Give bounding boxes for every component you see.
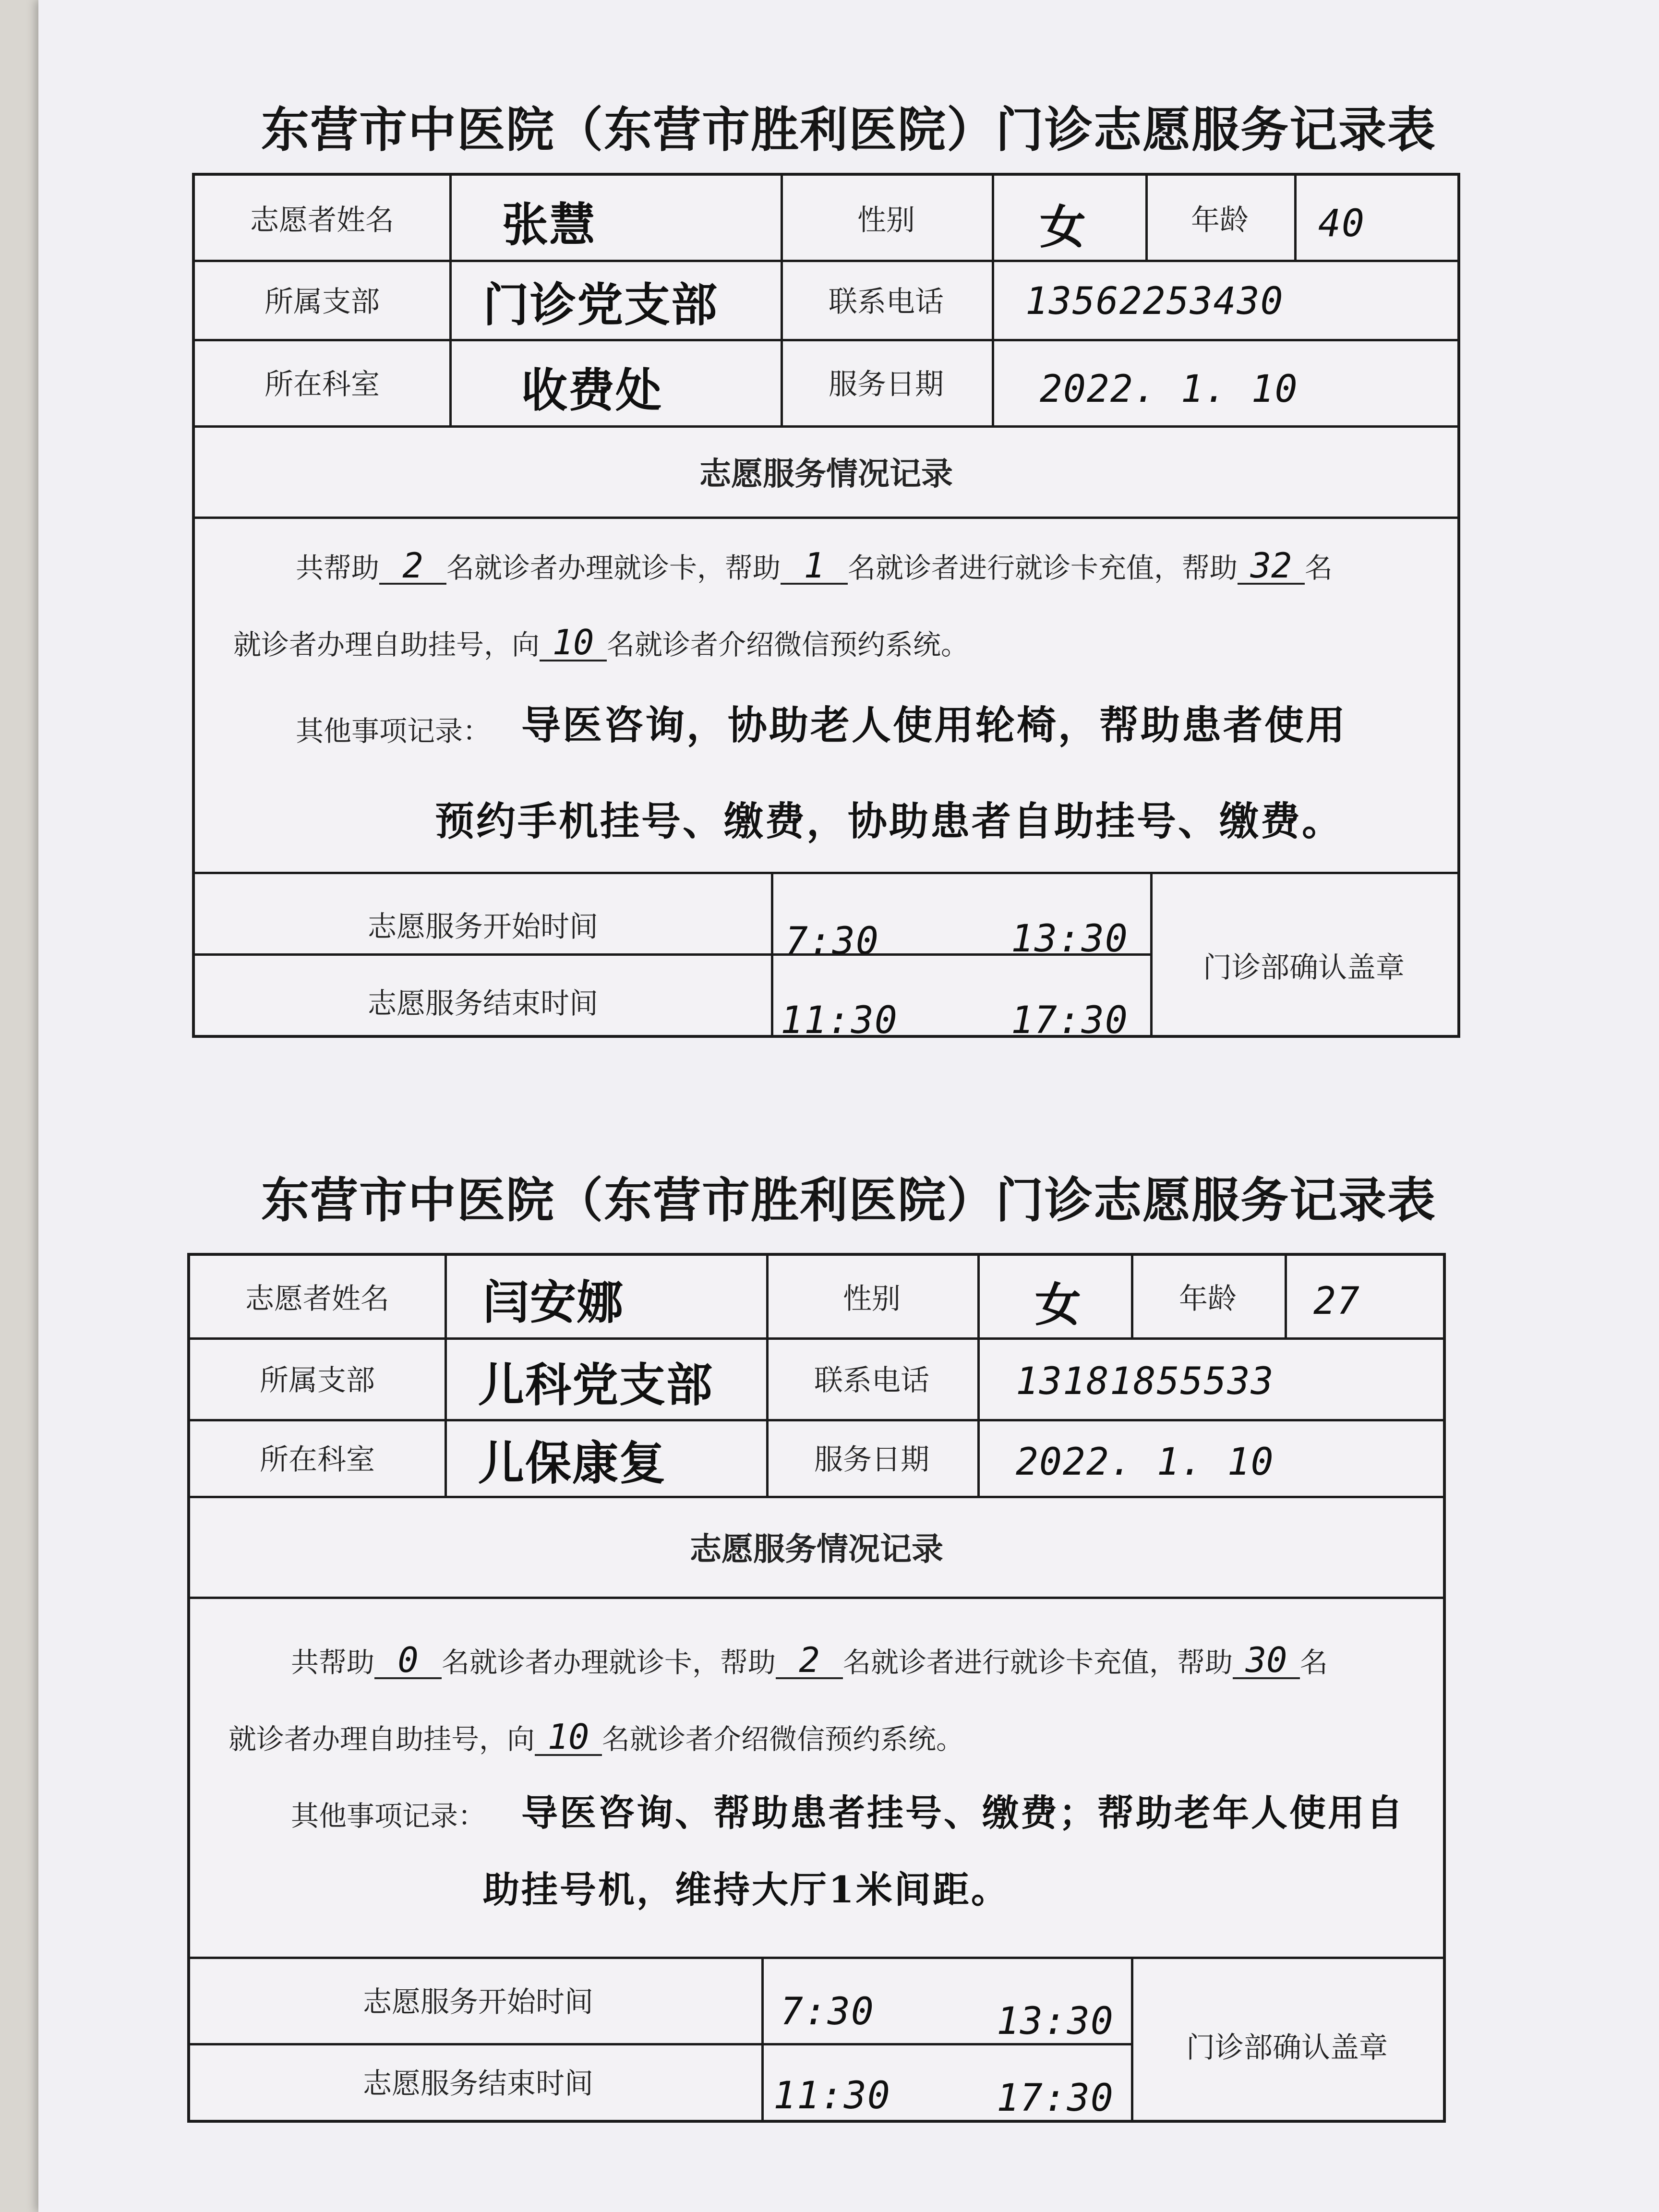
other-note-2: 预约手机挂号、缴费，协助患者自助挂号、缴费。 bbox=[435, 798, 1344, 844]
section-heading: 志愿服务情况记录 bbox=[699, 455, 953, 493]
seal-label: 门诊部确认盖章 bbox=[1203, 951, 1405, 985]
gender-value: 女 bbox=[1040, 200, 1087, 254]
name-value: 闫安娜 bbox=[483, 1275, 624, 1330]
date-value: 2022. 1. 10 bbox=[1016, 1441, 1274, 1484]
start-pm: 13:30 bbox=[1011, 917, 1129, 961]
age-label: 年龄 bbox=[1179, 1282, 1237, 1316]
phone-label: 联系电话 bbox=[829, 285, 944, 319]
branch-label: 所属支部 bbox=[264, 285, 380, 319]
end-label: 志愿服务结束时间 bbox=[368, 987, 598, 1021]
other-label: 其他事项记录： bbox=[296, 715, 491, 747]
service-line-1: 共帮助 0 名就诊者办理就诊卡，帮助 2 名就诊者进行就诊卡充值，帮助 30 名 bbox=[291, 1640, 1328, 1680]
start-label: 志愿服务开始时间 bbox=[363, 1985, 593, 2019]
section-heading: 志愿服务情况记录 bbox=[690, 1530, 943, 1568]
dept-label: 所在科室 bbox=[260, 1443, 375, 1477]
dept-value: 儿保康复 bbox=[478, 1436, 666, 1491]
gender-label: 性别 bbox=[857, 204, 915, 237]
other-note-2: 助挂号机，维持大厅1米间距。 bbox=[483, 1868, 1010, 1911]
branch-value: 门诊党支部 bbox=[483, 277, 718, 332]
form-title: 东营市中医院（东营市胜利医院）门诊志愿服务记录表 bbox=[261, 1172, 1436, 1228]
start-am: 7:30 bbox=[781, 1990, 875, 2033]
name-label: 志愿者姓名 bbox=[250, 204, 394, 237]
name-value: 张慧 bbox=[502, 197, 596, 252]
end-pm: 17:30 bbox=[1011, 999, 1129, 1042]
end-am: 11:30 bbox=[773, 2074, 891, 2117]
start-label: 志愿服务开始时间 bbox=[368, 910, 598, 944]
service-line-2: 就诊者办理自助挂号，向 10 名就诊者介绍微信预约系统。 bbox=[233, 622, 969, 662]
dept-label: 所在科室 bbox=[264, 368, 380, 401]
seal-label: 门诊部确认盖章 bbox=[1186, 2031, 1388, 2065]
dept-value: 收费处 bbox=[521, 363, 662, 418]
date-label: 服务日期 bbox=[829, 368, 944, 401]
service-line-1: 共帮助 2 名就诊者办理就诊卡，帮助 1 名就诊者进行就诊卡充值，帮助 32 名 bbox=[296, 545, 1333, 586]
record-form bbox=[187, 1253, 1446, 2123]
branch-label: 所属支部 bbox=[260, 1364, 375, 1397]
service-line-2: 就诊者办理自助挂号，向 10 名就诊者介绍微信预约系统。 bbox=[228, 1717, 964, 1757]
phone-value: 13562253430 bbox=[1025, 280, 1284, 323]
paper-sheet bbox=[38, 0, 1659, 2212]
form-title: 东营市中医院（东营市胜利医院）门诊志愿服务记录表 bbox=[261, 101, 1436, 158]
gender-value: 女 bbox=[1035, 1277, 1082, 1332]
age-label: 年龄 bbox=[1191, 204, 1249, 237]
other-note-1: 导医咨询，协助老人使用轮椅，帮助患者使用 bbox=[521, 702, 1347, 748]
end-label: 志愿服务结束时间 bbox=[363, 2067, 593, 2101]
other-label: 其他事项记录： bbox=[291, 1800, 486, 1832]
end-am: 11:30 bbox=[781, 999, 898, 1042]
phone-value: 13181855533 bbox=[1016, 1360, 1274, 1403]
end-pm: 17:30 bbox=[997, 2077, 1114, 2120]
date-label: 服务日期 bbox=[814, 1443, 929, 1477]
age-value: 40 bbox=[1318, 202, 1365, 245]
start-am: 7:30 bbox=[785, 920, 879, 963]
start-pm: 13:30 bbox=[997, 2000, 1114, 2043]
phone-label: 联系电话 bbox=[814, 1364, 929, 1397]
date-value: 2022. 1. 10 bbox=[1040, 368, 1298, 411]
name-label: 志愿者姓名 bbox=[245, 1282, 389, 1316]
gender-label: 性别 bbox=[843, 1282, 901, 1316]
record-form bbox=[192, 173, 1460, 1042]
age-value: 27 bbox=[1313, 1280, 1360, 1323]
branch-value: 儿科党支部 bbox=[478, 1358, 713, 1412]
other-note-1: 导医咨询、帮助患者挂号、缴费；帮助老年人使用自 bbox=[521, 1791, 1405, 1834]
